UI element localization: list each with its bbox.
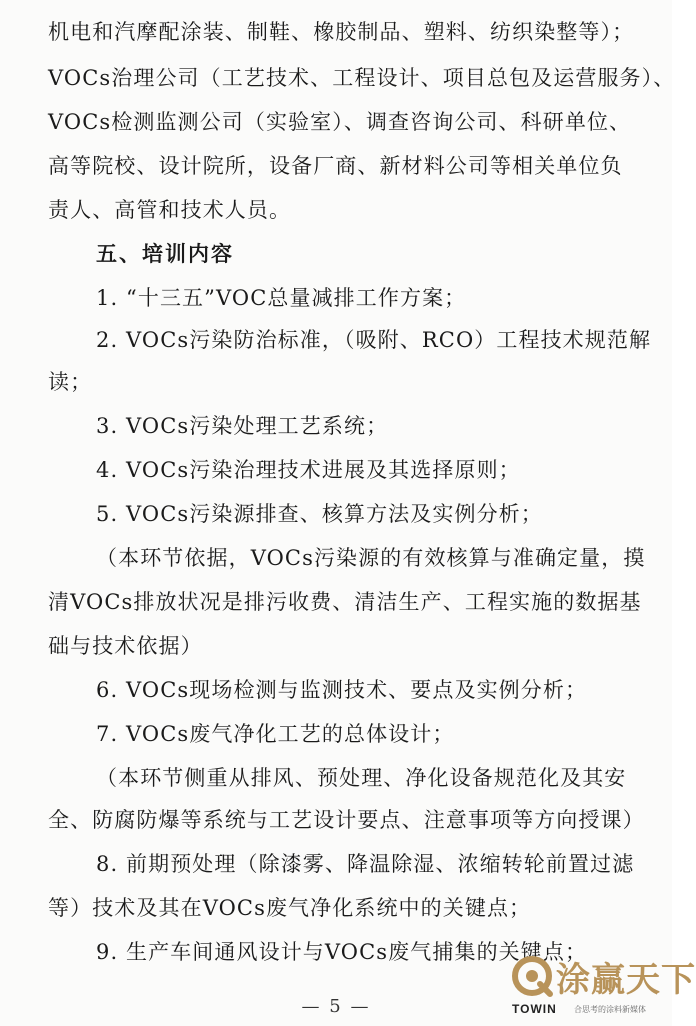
note-line: （本环节依据，VOCs污染源的有效核算与准确定量，摸 bbox=[96, 546, 646, 570]
watermark-tagline: 合思考的涂料新媒体 bbox=[574, 1005, 646, 1014]
text-line: 高等院校、设计院所，设备厂商、新材料公司等相关单位负 bbox=[48, 154, 623, 178]
note-line: （本环节侧重从排风、预处理、净化设备规范化及其安 bbox=[96, 766, 627, 790]
note-line: 础与技术依据） bbox=[48, 634, 203, 658]
note-line: 全、防腐防爆等系统与工艺设计要点、注意事项等方向授课） bbox=[48, 808, 645, 832]
text-line: 读； bbox=[48, 370, 93, 394]
list-item: 2. VOCs污染防治标准，（吸附、RCO）工程技术规范解 bbox=[96, 328, 652, 352]
watermark-brand: 涂赢天下 bbox=[556, 960, 696, 1000]
list-item: 8. 前期预处理（除漆雾、降温除湿、浓缩转轮前置过滤 bbox=[96, 852, 635, 876]
watermark-logo bbox=[506, 950, 696, 1022]
note-line: 清VOCs排放状况是排污收费、清洁生产、工程实施的数据基 bbox=[48, 590, 642, 614]
list-item: 6. VOCs现场检测与监测技术、要点及实例分析； bbox=[96, 678, 588, 702]
list-item: 1. “十三五”VOC总量减排工作方案； bbox=[96, 286, 467, 310]
text-line: VOCs检测监测公司（实验室）、调查咨询公司、科研单位、 bbox=[48, 110, 632, 134]
towin-logo-icon bbox=[510, 954, 554, 998]
text-line: 等）技术及其在VOCs废气净化系统中的关键点； bbox=[48, 896, 532, 920]
text-line: VOCs治理公司（工艺技术、工程设计、项目总包及运营服务）、 bbox=[48, 66, 676, 90]
list-item: 7. VOCs废气净化工艺的总体设计； bbox=[96, 722, 455, 746]
watermark-en: TOWIN bbox=[512, 1002, 557, 1016]
list-item: 3. VOCs污染处理工艺系统； bbox=[96, 414, 389, 438]
text-line: 责人、高管和技术人员。 bbox=[48, 198, 292, 222]
section-heading: 五、培训内容 bbox=[96, 241, 234, 266]
list-item: 9. 生产车间通风设计与VOCs废气捕集的关键点； bbox=[96, 940, 588, 964]
list-item: 5. VOCs污染源排查、核算方法及实例分析； bbox=[96, 502, 543, 526]
page-number: — 5 — bbox=[301, 996, 371, 1017]
text-line: 机电和汽摩配涂装、制鞋、橡胶制品、塑料、纺织染整等）； bbox=[48, 20, 635, 44]
list-item: 4. VOCs污染治理技术进展及其选择原则； bbox=[96, 458, 521, 482]
